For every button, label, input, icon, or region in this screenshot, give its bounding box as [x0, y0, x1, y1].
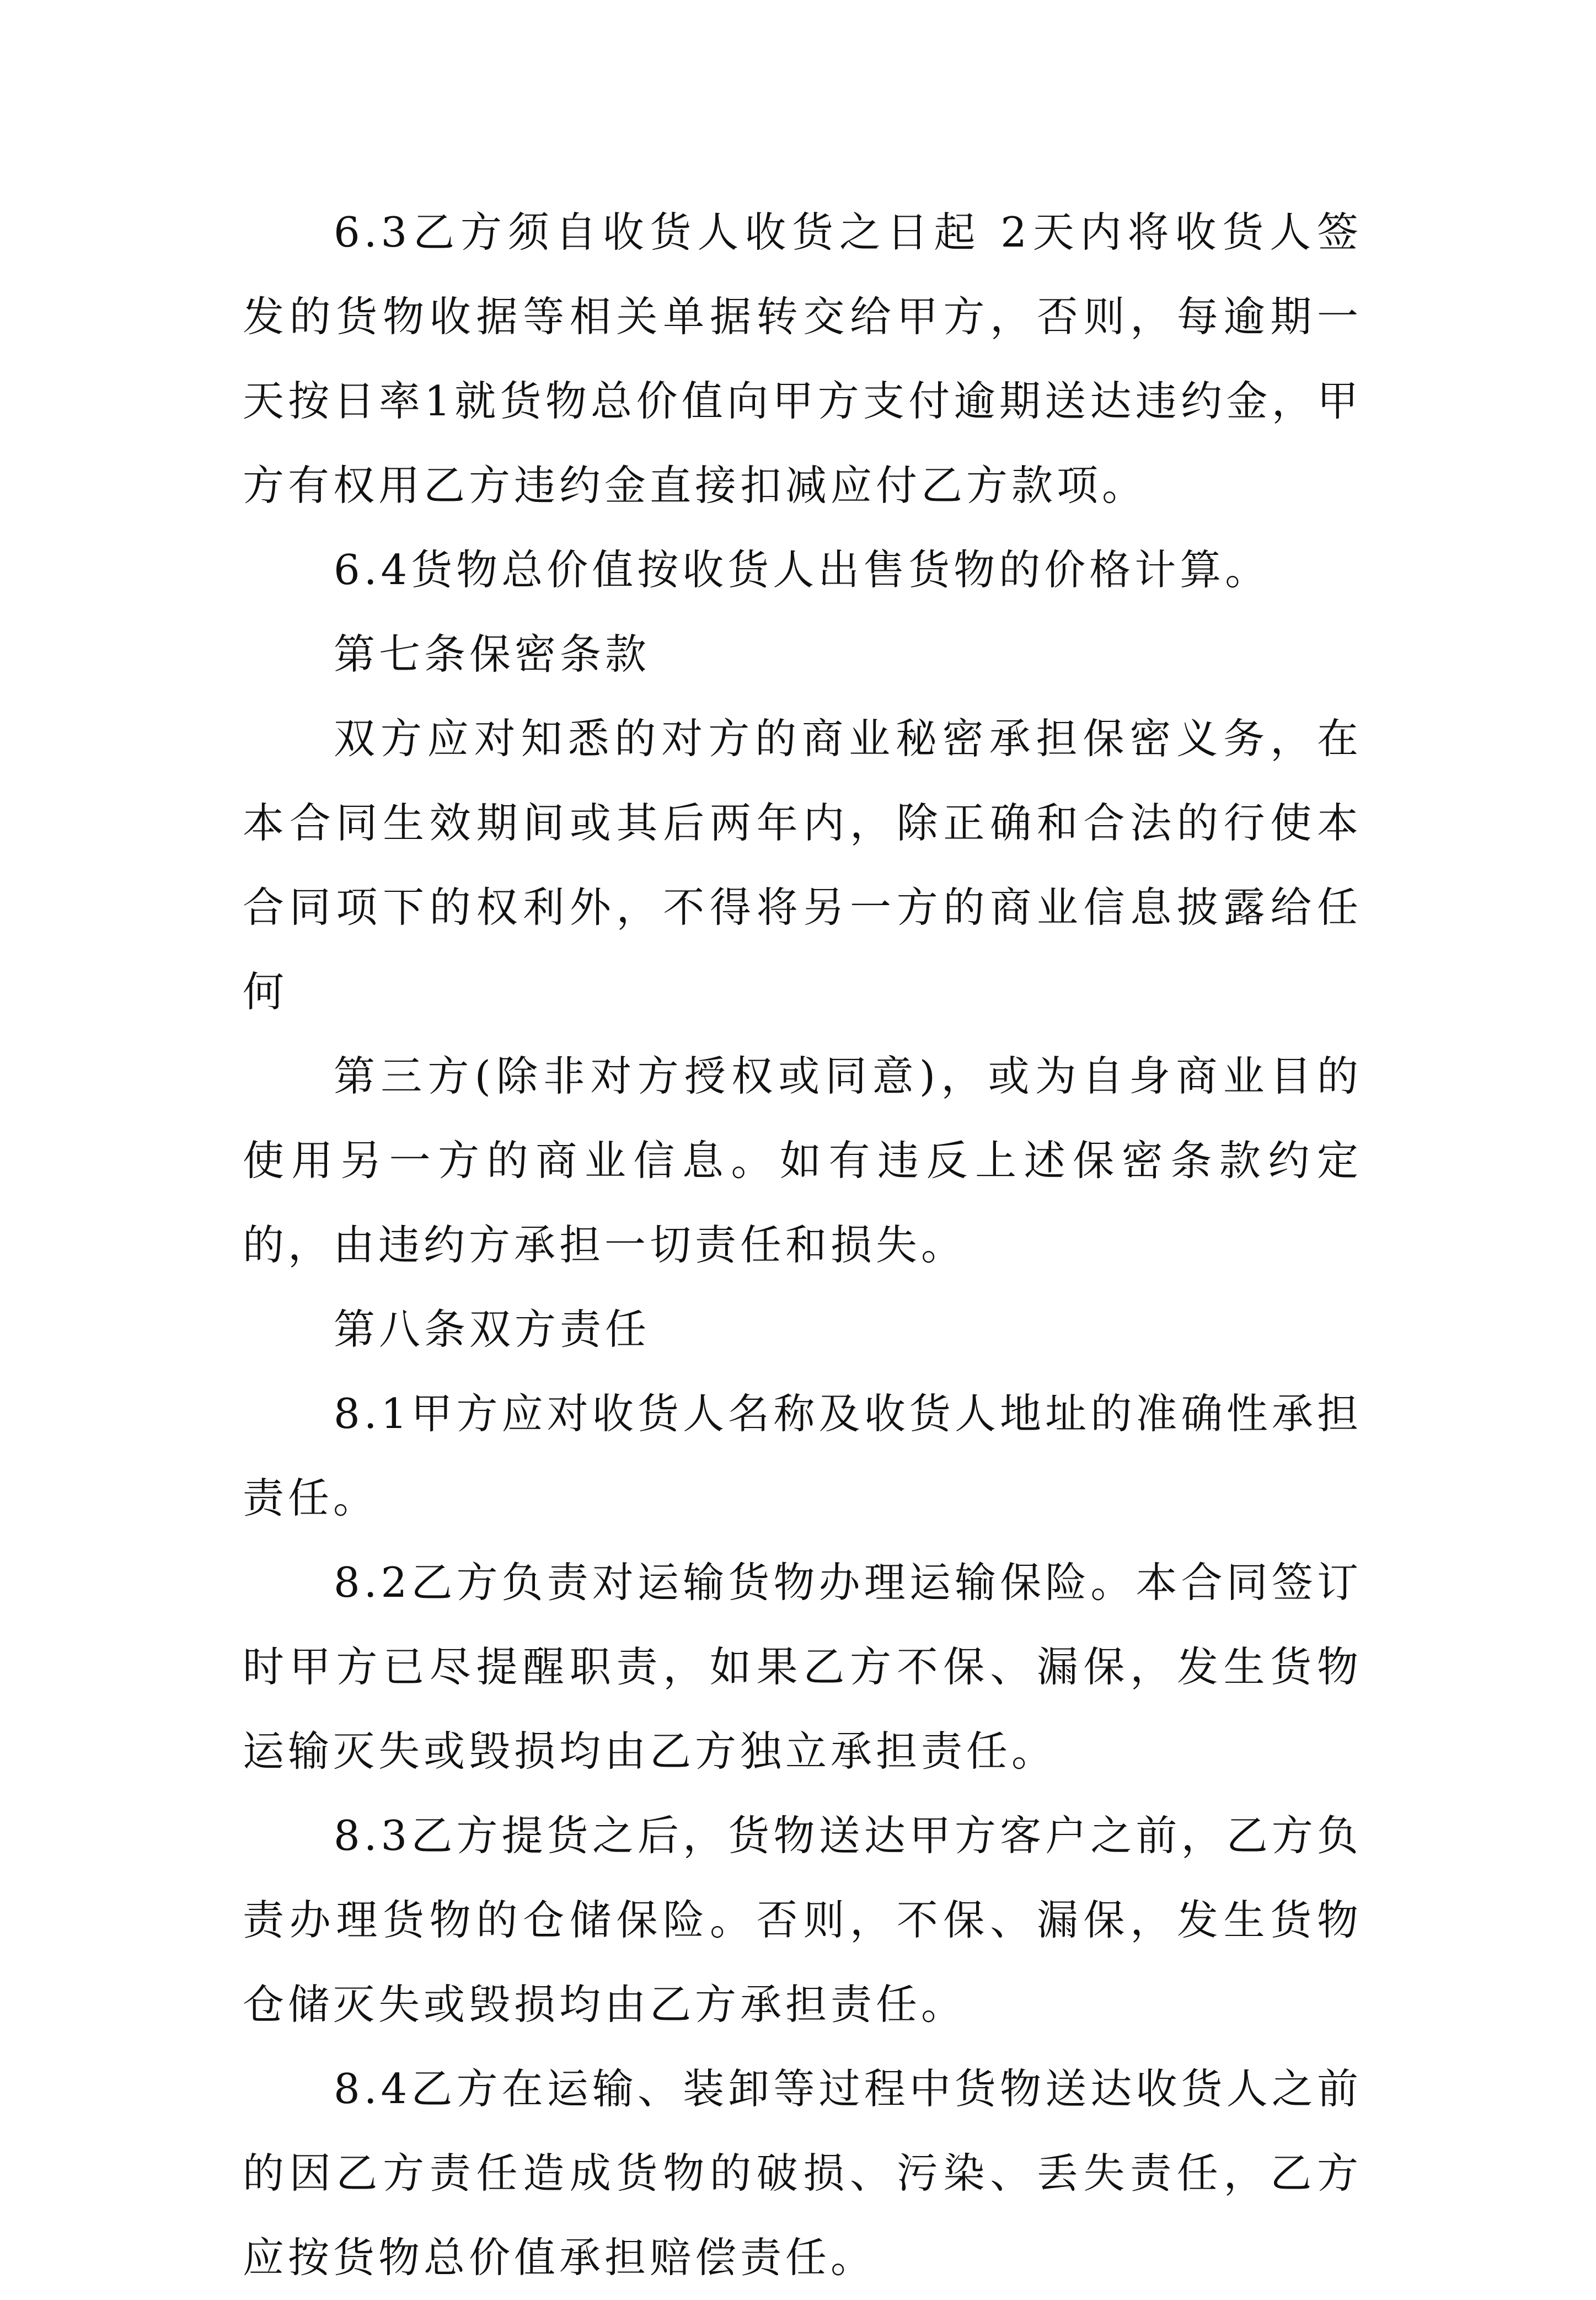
clause-6-4: 6.4货物总价值按收货人出售货物的价格计算。 — [334, 545, 1271, 594]
document-body — [243, 190, 1362, 2300]
clause-6-3: 6.3乙方须自收货人收货之日起 2天内将收货人签发的货物收据等相关单据转交给甲方，否则，每逾期一天按日率1就货物总价值向甲方支付逾期送达违约金，甲方有权用乙方违约金直接扣减应付乙方款项。 — [243, 208, 1362, 510]
clause-8-3: 8.3乙方提货之后，货物送达甲方客户之前，乙方负责办理货物的仓储保险。否则，不保、漏保，发生货物仓储灭失或毁损均由乙方承担责任。 — [243, 1811, 1362, 2029]
confidentiality-paragraph-1: 双方应对知悉的对方的商业秘密承担保密义务，在本合同生效期间或其后两年内，除正确和合法的行使本合同项下的权利外，不得将另一方的商业信息披露给任何 — [243, 714, 1362, 1016]
clause-8-1: 8.1甲方应对收货人名称及收货人地址的准确性承担责任。 — [243, 1389, 1362, 1522]
section-heading-article-8: 第八条双方责任 — [334, 1305, 651, 1354]
confidentiality-paragraph-2: 第三方(除非对方授权或同意)，或为自身商业目的使用另一方的商业信息。如有违反上述保密条款约定的，由违约方承担一切责任和损失。 — [243, 1052, 1362, 1269]
section-heading-article-7: 第七条保密条款 — [334, 630, 651, 678]
clause-8-4: 8.4乙方在运输、装卸等过程中货物送达收货人之前的因乙方责任造成货物的破损、污染、丢失责任，乙方应按货物总价值承担赔偿责任。 — [243, 2064, 1362, 2282]
clause-8-2: 8.2乙方负责对运输货物办理运输保险。本合同签订时甲方已尽提醒职责，如果乙方不保、漏保，发生货物运输灭失或毁损均由乙方独立承担责任。 — [243, 1558, 1362, 1775]
